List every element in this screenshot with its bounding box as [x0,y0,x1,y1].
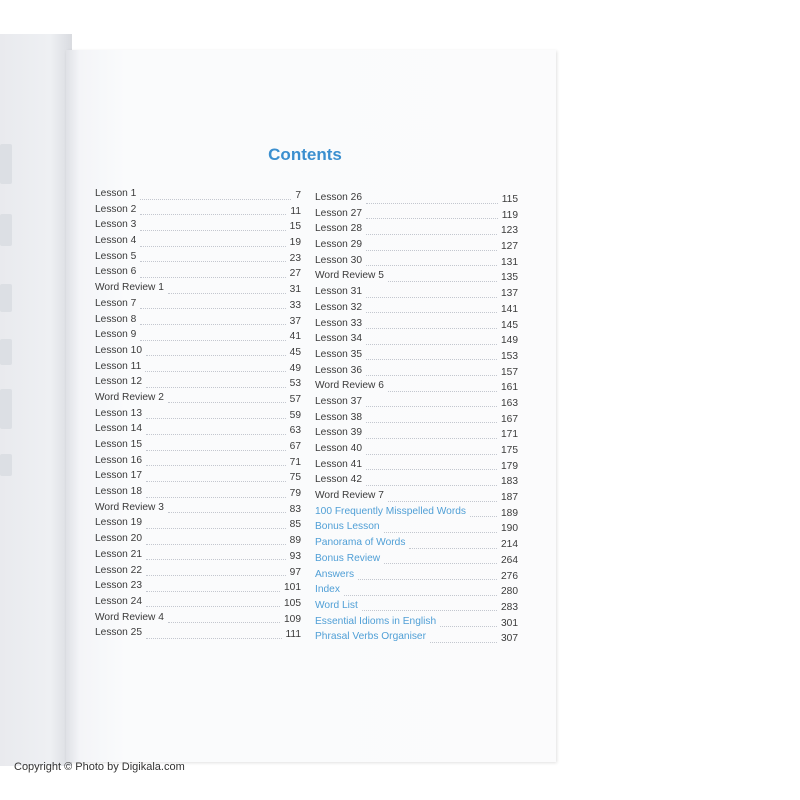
dotted-leader [140,246,286,247]
toc-entry-page-number: 264 [501,554,518,566]
toc-entry-page-number: 31 [289,284,301,296]
toc-entry [95,329,301,345]
dotted-leader [388,391,497,392]
dotted-leader [388,501,497,502]
toc-entry-page-number: 127 [501,241,518,253]
toc-entry [95,251,301,267]
dotted-leader [366,297,497,298]
toc-entry-label: Lesson 38 [315,411,363,423]
toc-entry-label: Word Review 7 [315,490,384,502]
toc-entry [95,627,301,643]
toc-entry-page-number: 135 [501,272,518,284]
toc-entry-page-number: 93 [289,550,301,562]
toc-entry-label: Lesson 5 [95,250,137,262]
toc-entry [315,600,518,616]
dotted-leader [366,438,497,439]
toc-entry-page-number: 11 [290,205,301,217]
toc-entry [95,565,301,581]
dotted-leader [388,281,497,282]
dotted-leader [384,563,497,564]
toc-entry-page-number: 111 [285,629,301,641]
toc-entry-page-number: 115 [501,194,518,205]
toc-entry [315,459,518,475]
toc-entry-page-number: 57 [289,393,301,405]
toc-entry [95,361,301,377]
toc-entry-page-number: 53 [289,378,301,390]
toc-entry-page-number: 97 [289,566,301,578]
dotted-leader [366,250,497,251]
dotted-leader [366,454,497,455]
toc-entry [315,553,518,569]
toc-entry-label: Lesson 14 [95,423,143,435]
dotted-leader [366,265,497,266]
toc-entry [95,266,301,282]
dotted-leader [366,203,498,204]
toc-entry-label: Lesson 32 [315,301,363,313]
toc-entry-label: Bonus Review [315,552,381,564]
dotted-leader [140,199,291,200]
toc-entry-label: Word Review 4 [95,611,164,623]
toc-entry [95,517,301,533]
toc-entry-page-number: 83 [289,503,301,515]
toc-entry [95,298,301,314]
toc-entry-page-number: 67 [289,441,301,452]
toc-entry-page-number: 189 [501,507,518,519]
toc-entry-page-number: 7 [295,190,301,201]
toc-entry-label: Answers [315,568,355,580]
toc-entry [95,549,301,565]
toc-entry [95,188,301,204]
dotted-leader [384,532,497,533]
toc-entry-page-number: 85 [289,519,301,531]
toc-entry [315,286,518,302]
dotted-leader [146,559,286,560]
toc-entry [95,204,301,220]
dotted-leader [140,308,286,309]
toc-entry-label: Word Review 2 [95,391,164,403]
toc-entry [315,569,518,585]
toc-entry-page-number: 301 [501,617,518,629]
toc-entry [315,521,518,537]
toc-entry-label: Word List [315,599,358,611]
dotted-leader [146,544,286,545]
toc-entry-label: Word Review 6 [315,380,384,392]
toc-entry-label: Lesson 13 [95,407,143,419]
toc-entry-label: Lesson 23 [95,580,143,592]
toc-entry-page-number: 45 [289,346,301,358]
toc-entry [315,427,518,443]
toc-entry-label: Lesson 25 [95,627,143,639]
dotted-leader [146,575,286,576]
toc-entry-page-number: 41 [289,331,301,343]
toc-entry [95,580,301,596]
dotted-leader [366,312,497,313]
toc-entry-label: Lesson 17 [95,470,143,482]
toc-entry [95,345,301,361]
toc-entry [315,490,518,506]
toc-entry [315,333,518,349]
toc-entry-label: Lesson 9 [95,329,137,341]
toc-entry-label: Lesson 37 [315,395,363,407]
toc-entry-page-number: 163 [501,397,518,409]
dotted-leader [366,234,497,235]
toc-entry-label: Lesson 10 [95,344,143,356]
toc-entry-label: Lesson 42 [315,474,363,486]
toc-entry-label: Lesson 4 [95,235,137,247]
dotted-leader [146,465,286,466]
toc-entry-page-number: 161 [501,382,518,394]
dotted-leader [168,293,286,294]
toc-entry [95,439,301,455]
toc-entry [315,192,518,208]
toc-entry-page-number: 15 [289,221,301,233]
toc-entry-label: Lesson 41 [315,458,363,470]
toc-entry-label: Lesson 6 [95,266,137,278]
toc-entry-label: Lesson 21 [95,548,143,560]
toc-entry-page-number: 49 [289,362,301,374]
toc-entry [95,314,301,330]
toc-entry-page-number: 307 [501,633,518,645]
toc-entry-label: Lesson 22 [95,564,143,576]
toc-entry [315,412,518,428]
toc-entry-label: Lesson 29 [315,239,363,251]
toc-entry [315,208,518,224]
dotted-leader [344,595,497,596]
toc-entry [315,443,518,459]
toc-entry-label: Lesson 30 [315,254,363,266]
dotted-leader [440,626,497,627]
toc-entry-page-number: 175 [501,445,518,456]
toc-entry [95,612,301,628]
dotted-leader [140,261,286,262]
toc-entry-label: Lesson 34 [315,333,363,345]
toc-entry-page-number: 23 [289,252,301,264]
toc-entry [315,223,518,239]
underlying-page [0,34,72,766]
dotted-leader [409,548,497,549]
toc-entry [315,380,518,396]
toc-entry-page-number: 71 [289,456,301,468]
dotted-leader [366,469,497,470]
toc-entry-page-number: 59 [289,409,301,421]
toc-entry-label: Lesson 18 [95,486,143,498]
toc-entry [315,506,518,522]
dotted-leader [146,606,280,607]
toc-entry [315,631,518,647]
dotted-leader [146,638,282,639]
toc-entry [95,423,301,439]
toc-entry [315,302,518,318]
toc-entry [315,349,518,365]
dotted-leader [366,218,498,219]
toc-entry-page-number: 190 [501,523,518,535]
dotted-leader [146,481,286,482]
toc-entry-page-number: 141 [501,303,518,315]
toc-entry [315,474,518,490]
dotted-leader [140,277,286,278]
toc-entry [95,219,301,235]
dotted-leader [168,622,280,623]
toc-entry [315,537,518,553]
toc-entry-page-number: 19 [289,237,301,249]
toc-entry-label: Lesson 3 [95,219,137,231]
toc-entry-label: Lesson 16 [95,454,143,466]
toc-entry-page-number: 109 [284,613,301,625]
toc-entry-label: Word Review 5 [315,270,384,282]
dotted-leader [146,497,286,498]
toc-entry [315,255,518,271]
toc-entry-label: Panorama of Words [315,537,406,549]
toc-entry-page-number: 214 [501,539,518,551]
dotted-leader [366,359,497,360]
toc-entry-page-number: 27 [289,268,301,280]
toc-entry-label: Lesson 24 [95,595,143,607]
toc-entry-label: Lesson 20 [95,533,143,545]
toc-entry-page-number: 276 [501,570,518,582]
dotted-leader [366,406,497,407]
page-title: Contents [268,145,342,164]
dotted-leader [366,485,497,486]
toc-entry-label: Lesson 12 [95,376,143,388]
toc-entry-page-number: 149 [501,335,518,347]
toc-entry [315,239,518,255]
toc-entry-page-number: 171 [501,429,518,441]
toc-entry-page-number: 283 [501,601,518,613]
contents-page [66,50,556,762]
toc-entry-label: Lesson 35 [315,348,363,360]
toc-entry [315,396,518,412]
contents-left-column [95,188,301,643]
toc-entry-label: Lesson 2 [95,203,137,215]
dotted-leader [140,214,286,215]
toc-entry [95,502,301,518]
toc-entry-page-number: 123 [501,225,518,237]
dotted-leader [140,230,286,231]
toc-entry-label: Lesson 39 [315,427,363,439]
toc-entry-label: Lesson 15 [95,439,143,450]
toc-entry-label: Lesson 36 [315,364,363,376]
toc-entry-page-number: 101 [284,582,301,594]
toc-entry-label: Lesson 40 [315,443,363,454]
toc-entry [315,616,518,632]
toc-entry-label: Bonus Lesson [315,521,380,533]
toc-entry [95,408,301,424]
toc-entry-label: Lesson 33 [315,317,363,329]
toc-entry-page-number: 280 [501,586,518,598]
toc-entry-label: Lesson 11 [95,360,142,372]
toc-entry-page-number: 183 [501,476,518,488]
toc-entry [95,455,301,471]
toc-entry-label: 100 Frequently Misspelled Words [315,505,466,517]
dotted-leader [146,450,286,451]
toc-entry [315,270,518,286]
dotted-leader [145,371,286,372]
toc-entry-label: Word Review 1 [95,282,164,294]
dotted-leader [366,328,497,329]
toc-entry-page-number: 131 [501,256,518,268]
toc-entry-page-number: 75 [289,472,301,484]
toc-entry [95,470,301,486]
toc-entry-label: Lesson 7 [95,297,137,309]
toc-entry-page-number: 63 [289,425,301,437]
toc-entry [315,318,518,334]
dotted-leader [146,418,286,419]
toc-entry [95,533,301,549]
toc-entry-label: Lesson 8 [95,313,137,325]
contents-right-column [315,192,518,647]
toc-entry-label: Phrasal Verbs Organiser [315,631,426,643]
dotted-leader [146,434,286,435]
toc-entry [95,486,301,502]
dotted-leader [168,402,286,403]
toc-entry-page-number: 167 [501,413,518,425]
toc-entry [315,584,518,600]
dotted-leader [366,422,497,423]
toc-entry-label: Word Review 3 [95,501,164,513]
dotted-leader [470,516,497,517]
dotted-leader [366,344,497,345]
dotted-leader [366,375,497,376]
toc-entry-page-number: 79 [289,488,301,500]
toc-entry-label: Lesson 27 [315,207,363,219]
toc-entry-page-number: 145 [501,319,518,331]
toc-entry-page-number: 105 [284,597,301,609]
photo-copyright: Copyright © Photo by Digikala.com [14,761,185,773]
dotted-leader [146,355,286,356]
toc-entry-label: Lesson 1 [95,188,137,199]
dotted-leader [140,324,286,325]
toc-entry-label: Lesson 28 [315,223,363,235]
toc-entry [95,596,301,612]
dotted-leader [146,387,286,388]
toc-entry-page-number: 157 [501,366,518,378]
toc-entry-page-number: 179 [501,460,518,472]
toc-entry-page-number: 119 [501,209,518,221]
toc-entry-page-number: 89 [289,535,301,547]
toc-entry-label: Lesson 26 [315,192,363,203]
dotted-leader [430,642,497,643]
toc-entry-label: Lesson 19 [95,517,143,529]
toc-entry-page-number: 37 [289,315,301,327]
toc-entry-page-number: 187 [501,492,518,504]
toc-entry-page-number: 153 [501,350,518,362]
toc-entry [95,282,301,298]
toc-entry-label: Index [315,584,340,596]
dotted-leader [168,512,286,513]
toc-entry-label: Lesson 31 [315,286,363,298]
toc-entry [95,392,301,408]
dotted-leader [362,610,497,611]
dotted-leader [140,340,286,341]
toc-entry-page-number: 137 [501,288,518,300]
toc-entry [95,376,301,392]
toc-entry-page-number: 33 [289,299,301,311]
toc-entry [315,365,518,381]
dotted-leader [146,591,280,592]
dotted-leader [358,579,497,580]
dotted-leader [146,528,286,529]
toc-entry-label: Essential Idioms in English [315,615,437,627]
toc-entry [95,235,301,251]
